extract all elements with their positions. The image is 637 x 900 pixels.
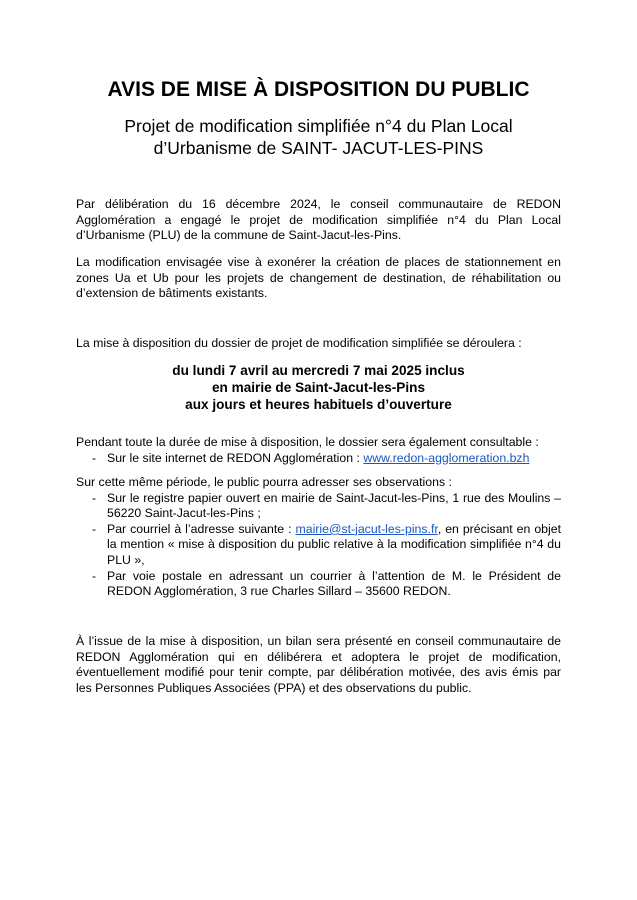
dates-line-2: en mairie de Saint-Jacut-les-Pins [211,380,426,395]
page-subtitle [0,115,637,159]
subtitle-line-1: Projet de modification simplifiée n°4 du Plan Local [124,116,513,136]
dates-line-3: aux jours et heures habituels d’ouverture [185,397,452,412]
consultation-list [76,451,561,467]
observation-email-after: , en précisant en objet la mention « mise à disposition du public relative à la modification simplifiée n°4 du PLU », [107,521,561,567]
observations-list [76,491,561,600]
list-item [76,522,561,569]
page-title: AVIS DE MISE À DISPOSITION DU PUBLIC [107,78,530,101]
consultation-intro: Pendant toute la durée de mise à disposition, le dossier sera également consultable : [76,435,539,449]
dash-bullet: - [92,450,97,465]
consultation-section [76,435,561,466]
list-item [76,451,561,467]
list-item [76,569,561,600]
paragraph-deliberation: Par délibération du 16 décembre 2024, le conseil communautaire de REDON Agglomération a engagé le projet de modification simplifiée n°4 du Plan Local d’Urbanisme (PLU) de la commune de Saint-Jacut-les-Pins. [76,197,561,243]
website-label: Sur le site internet de REDON Agglomération : [107,450,364,465]
dash-bullet: - [92,490,97,505]
observation-postal-text: Par voie postale en adressant un courrier à l’attention de M. le Président de REDON Agglomération, 3 rue Charles Sillard – 35600 REDON. [107,568,561,599]
email-link[interactable]: mairie@st-jacut-les-pins.fr [295,521,438,536]
observation-email-before: Par courriel à l’adresse suivante : [107,521,296,536]
dash-bullet: - [92,521,97,536]
subtitle-line-2: d’Urbanisme de SAINT- JACUT-LES-PINS [153,138,484,158]
observations-intro: Sur cette même période, le public pourra adresser ses observations : [76,475,452,489]
observation-register-text: Sur le registre papier ouvert en mairie de Saint-Jacut-les-Pins, 1 rue des Moulins – 56220 Saint-Jacut-les-Pins ; [107,490,561,521]
dates-line-1: du lundi 7 avril au mercredi 7 mai 2025 inclus [172,363,465,378]
observations-section [76,475,561,600]
dash-bullet: - [92,568,97,583]
paragraph-schedule-intro: La mise à disposition du dossier de projet de modification simplifiée se déroulera : [76,336,522,350]
list-item [76,491,561,522]
paragraph-closing: À l’issue de la mise à disposition, un bilan sera présenté en conseil communautaire de REDON Agglomération qui en délibérera et adoptera le projet de modification, éventuellement modifié pour tenir compte, par délibération motivée, des avis émis par les Personnes Publiques Associées (PPA) et des observations du public. [76,634,561,695]
dates-block [0,362,637,413]
paragraph-modification: La modification envisagée vise à exonérer la création de places de stationnement en zones Ua et Ub pour les projets de changement de destination, de réhabilitation ou d’extension de bâtiments existants. [76,255,561,301]
website-link[interactable]: www.redon-agglomeration.bzh [363,450,530,465]
